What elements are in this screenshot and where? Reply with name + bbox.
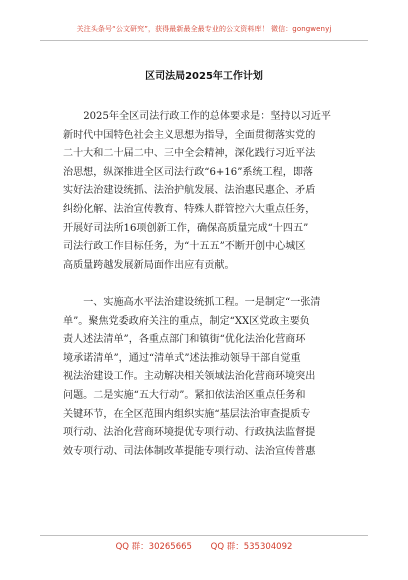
paragraph-spacer (63, 275, 347, 294)
footer-divider (40, 535, 368, 536)
body-line: 一、实施高水平法治建设统抓工程。一是制定“一张清 (83, 296, 321, 308)
body-line: 治思想，纵深推进全区司法行政“6+16”系统工程，即落 (63, 166, 314, 178)
paragraph-1 (63, 108, 347, 275)
header-banner: 关注头条号“公文研究”，获得最新最全最专业的公文资料库！ 微信：gongwenyj (76, 25, 332, 33)
body-line: 2025年全区司法行政工作的总体要求是：坚持以习近平 (83, 111, 331, 122)
body-line: 项行动、法治化营商环境提优专项行动、行政执法监督提 (63, 427, 316, 439)
footer-qq-group-1: QQ 群：30265665 (115, 542, 192, 552)
footer (0, 540, 408, 552)
footer-qq-group-2: QQ 群：535304092 (210, 542, 293, 552)
body-line: 纠纷化解、法治宣传教育、特殊人群管控六大重点任务， (63, 203, 316, 215)
body-line: 效专项行动、司法体制改革提能专项行动、法治宣传普惠 (63, 445, 316, 457)
body-line: 关键环节，在全区范围内组织实施“基层法治审查提质专 (63, 408, 311, 420)
body-line: 境承诺清单”，通过“清单式”述法推动领导干部自觉重 (63, 352, 301, 364)
body-line: 单”。聚焦党委政府关注的重点，制定“XX区党政主要负 (63, 315, 310, 327)
body-line: 问题。二是实施“五大行动”。紧扣依法治区重点任务和 (63, 389, 306, 401)
body-line: 开展好司法所16项创新工作，确保高质量完成“十四五” (63, 222, 309, 234)
paragraph-2 (63, 294, 347, 461)
document-title: 区司法局2025年工作计划 (145, 71, 263, 82)
body-line: 责人述法清单”，各重点部门和镇街“优化法治化营商环 (63, 334, 306, 346)
document-body (63, 108, 347, 461)
body-line: 新时代中国特色社会主义思想为指导，全面贯彻落实党的 (63, 129, 316, 141)
body-line: 高质量跨越发展新局面作出应有贡献。 (63, 259, 235, 271)
body-line: 实好法治建设统抓、法治护航发展、法治惠民惠企、矛盾 (63, 185, 316, 197)
body-line: 司法行政工作目标任务，为“十五五”不断开创中心城区 (63, 241, 306, 253)
body-line: 二十大和二十届二中、三中全会精神，深化践行习近平法 (63, 148, 316, 160)
header-divider (40, 40, 368, 41)
body-line: 视法治建设工作。主动解决相关领域法治化营商环境突出 (63, 371, 316, 383)
